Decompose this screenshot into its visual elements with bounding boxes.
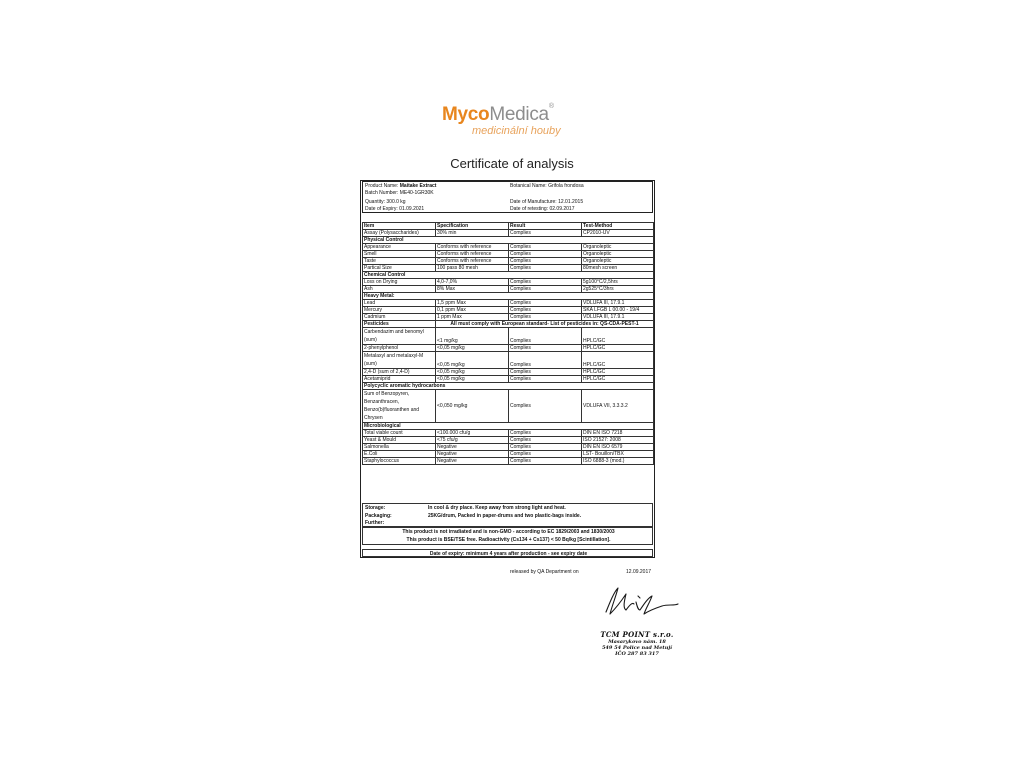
cell-item [363,328,436,345]
retesting-date: Date of retesting: 02.09.2017 [510,206,575,212]
cell-spec: <100.000 cfu/g [436,430,509,437]
cell-item: Ash [363,286,436,293]
cell-spec: 30% min [436,230,509,237]
cell-result: Complies [509,345,582,352]
table-row [363,265,654,272]
stamp-line: IČO 287 83 317 [615,651,659,657]
stamp-line: Masarykovo nám. 18 [608,639,666,645]
cell-method: Organoleptic [582,244,654,251]
table-row [363,251,654,258]
cell-method: HPLC/GC [582,352,654,369]
expiry-note: Date of expiry: minimum 4 years after production - see expiry date [429,551,588,557]
botanical-name: Botanical Name: Grifola frondosa [510,183,584,189]
cell-item: Appearance [363,244,436,251]
expiry-date: Date of Expiry: 01.09.2021 [365,206,425,212]
cell-spec: <75 cfu/g [436,437,509,444]
cell-method: LST- Bouillon/TBX [582,451,654,458]
table-row [363,451,654,458]
cell-method: HPLC/GC [582,328,654,345]
cell-method: CP2010-UV [582,230,654,237]
table-row [363,307,654,314]
cell-item: Taste [363,258,436,265]
cell-spec: <1 mg/kg [436,328,509,345]
page-title: Certificate of analysis [450,156,574,171]
section-title: Physical Control [363,237,654,244]
table-row [363,230,654,237]
cell-method: VDLUFA VII, 3.3.3.2 [582,390,654,423]
cell-result: Complies [509,230,582,237]
cell-method: Organoleptic [582,251,654,258]
cell-method: DIN EN ISO 6579 [582,444,654,451]
table-row [363,258,654,265]
cell-result: Complies [509,279,582,286]
cell-spec: Conforms with reference [436,244,509,251]
cell-item: 2,4-D (sum of 2,4-D) [363,369,436,376]
section-heavy-metal [363,293,654,300]
cell-spec: Negative [436,451,509,458]
cell-spec: 1 ppm Max [436,314,509,321]
section-microbiological [363,423,654,430]
logo-registered: ® [548,103,554,110]
cell-result: Complies [509,328,582,345]
cell-result: Complies [509,244,582,251]
cell-spec: Negative [436,444,509,451]
storage-packaging-box [362,503,653,527]
cell-spec: 4,0-7,0% [436,279,509,286]
cell-item: Smell [363,251,436,258]
section-title: Heavy Metal: [363,293,654,300]
cell-item: Salmonella [363,444,436,451]
cell-item: Mercury [363,307,436,314]
cell-method: 2g525°C/3hrs [582,286,654,293]
further-label: Further: [365,520,385,526]
cell-result: Complies [509,430,582,437]
logo-subtitle: medicinální houby [472,125,561,137]
cell-item-line: Benzanthracen, [364,399,400,405]
cell-item: Staphylococcus [363,458,436,465]
cell-item: Cadmium [363,314,436,321]
cell-item-line: Metalaxyl and metalaxyl-M [364,353,424,359]
stamp-line: 549 54 Police nad Metují [601,645,673,651]
logo-medica: Medica [489,104,549,125]
table-row [363,279,654,286]
cell-item: Partical Size [363,265,436,272]
cell-result: Complies [509,458,582,465]
cell-result: Complies [509,251,582,258]
cell-spec: <0,05 mg/kg [436,376,509,383]
cell-item-line: Carbendazim and benomyl [364,329,424,335]
cell-spec: <0,05 mg/kg [436,369,509,376]
cell-result: Complies [509,286,582,293]
cell-method: SKA LFGB L 00.00 - 19/4 [582,307,654,314]
cell-spec: Negative [436,458,509,465]
cell-item [363,390,436,423]
cell-result: Complies [509,451,582,458]
cell-result: Complies [509,258,582,265]
pesticides-note: All must comply with European standard- List of pesticides in: QS-CDA-PEST-1 [436,321,654,328]
header-result: Result [509,223,582,230]
gmo-statement: This product is not irradiated and is non-GMO - according to EC 1829/2003 and 1830/2003 [402,529,615,535]
section-pesticides [363,321,654,328]
cell-result: Complies [509,444,582,451]
section-title: Polycyclic aromatic hydrocarbons [363,383,654,390]
cell-item: Assay (Polysaccharides) [363,230,436,237]
cell-method: ISO 21527: 2008 [582,437,654,444]
section-title: Chemical Control [363,272,654,279]
cell-spec: 0,1 ppm Max [436,307,509,314]
table-row [363,328,654,345]
cell-item: Lead [363,300,436,307]
cell-method: 80mesh screen [582,265,654,272]
cell-method: VDLUFA III, 17.9.1 [582,300,654,307]
cell-result: Complies [509,352,582,369]
table-row [363,390,654,423]
cell-item-line: Sum of Benzopyren, [364,391,410,397]
product-name-label: Product Name: [365,183,399,189]
section-physical [363,237,654,244]
cell-method: HPLC/GC [582,369,654,376]
section-chemical [363,272,654,279]
cell-method: HPLC/GC [582,345,654,352]
cell-item: 2-phenylphenol [363,345,436,352]
product-info [362,181,653,213]
expiry-note-box [362,549,653,557]
handwritten-signature [596,584,686,618]
product-name: Maitake Extract [399,183,437,189]
quantity: Quantity: 300.0 kg [365,199,406,205]
section-title: Pesticides [363,321,436,328]
cell-result: Complies [509,307,582,314]
table-row [363,345,654,352]
storage-label: Storage: [365,505,386,511]
header-item: Item [363,223,436,230]
cell-spec: 1,5 ppm Max [436,300,509,307]
batch-number: Batch Number: ME40-1GR30K [365,190,434,196]
cell-spec: 8% Max [436,286,509,293]
table-row [363,437,654,444]
bse-statement: This product is BSE/TSE free. Radioactivity (Cs134 + Cs137) < 50 Bq/kg [Scintillation]. [406,537,611,543]
header-specification: Specification [436,223,509,230]
cell-spec: 100 pass 80 mesh [436,265,509,272]
table-row [363,244,654,251]
cell-item-line: (sum) [364,361,377,367]
analysis-table [362,222,654,465]
table-row [363,352,654,369]
product-name-row [365,183,436,189]
manufacture-date: Date of Manufacture: 12.01.2015 [510,199,584,205]
section-title: Microbiological [363,423,654,430]
cell-item [363,352,436,369]
cell-method: 5g100°C/2,5hrs [582,279,654,286]
packaging-text: 25KG/drum, Packed in paper-drums and two plastic-bags inside. [428,513,582,519]
logo-myco: Myco [442,104,490,125]
cell-item: Acetamiprid [363,376,436,383]
mycomedica-logo [442,104,582,144]
compliance-box [362,527,653,545]
release-text: released by QA Department on [510,569,579,575]
cell-item-line: Benzo(b)fluoranthen and [364,407,420,413]
storage-text: In cool & dry place. Keep away from strong light and heat. [428,505,566,511]
cell-item-line: Chrysen [364,415,383,421]
cell-result: Complies [509,300,582,307]
table-row [363,286,654,293]
cell-method: Organoleptic [582,258,654,265]
cell-item: Loss on Drying [363,279,436,286]
cell-result: Complies [509,390,582,423]
section-pah [363,383,654,390]
logo-wordmark [442,104,554,126]
cell-item: E.Coli [363,451,436,458]
cell-method: DIN EN ISO 7218 [582,430,654,437]
table-row [363,458,654,465]
table-row [363,314,654,321]
cell-method: VDLUFA III, 17.9.1 [582,314,654,321]
cell-spec: <0,050 mg/kg [436,390,509,423]
company-stamp [592,630,682,657]
cell-spec: Conforms with reference [436,258,509,265]
cell-result: Complies [509,437,582,444]
cell-method: HPLC/GC [582,376,654,383]
release-date: 12.09.2017 [626,569,652,575]
cell-method: ISO 6888-3 (mod.) [582,458,654,465]
cell-item-line: (sum) [364,337,377,343]
stamp-company: TCM POINT s.r.o. [600,630,674,639]
cell-result: Complies [509,369,582,376]
table-row [363,444,654,451]
cell-spec: Conforms with reference [436,251,509,258]
cell-spec: <0,05 mg/kg [436,345,509,352]
packaging-label: Packaging: [365,513,392,519]
cell-spec: <0,05 mg/kg [436,352,509,369]
cell-item: Total viable count [363,430,436,437]
table-header-row [363,223,654,230]
cell-result: Complies [509,314,582,321]
table-row [363,369,654,376]
table-row [363,376,654,383]
cell-result: Complies [509,265,582,272]
header-test-method: Test-Method [582,223,654,230]
table-row [363,300,654,307]
cell-result: Complies [509,376,582,383]
table-row [363,430,654,437]
cell-item: Yeast & Mould [363,437,436,444]
